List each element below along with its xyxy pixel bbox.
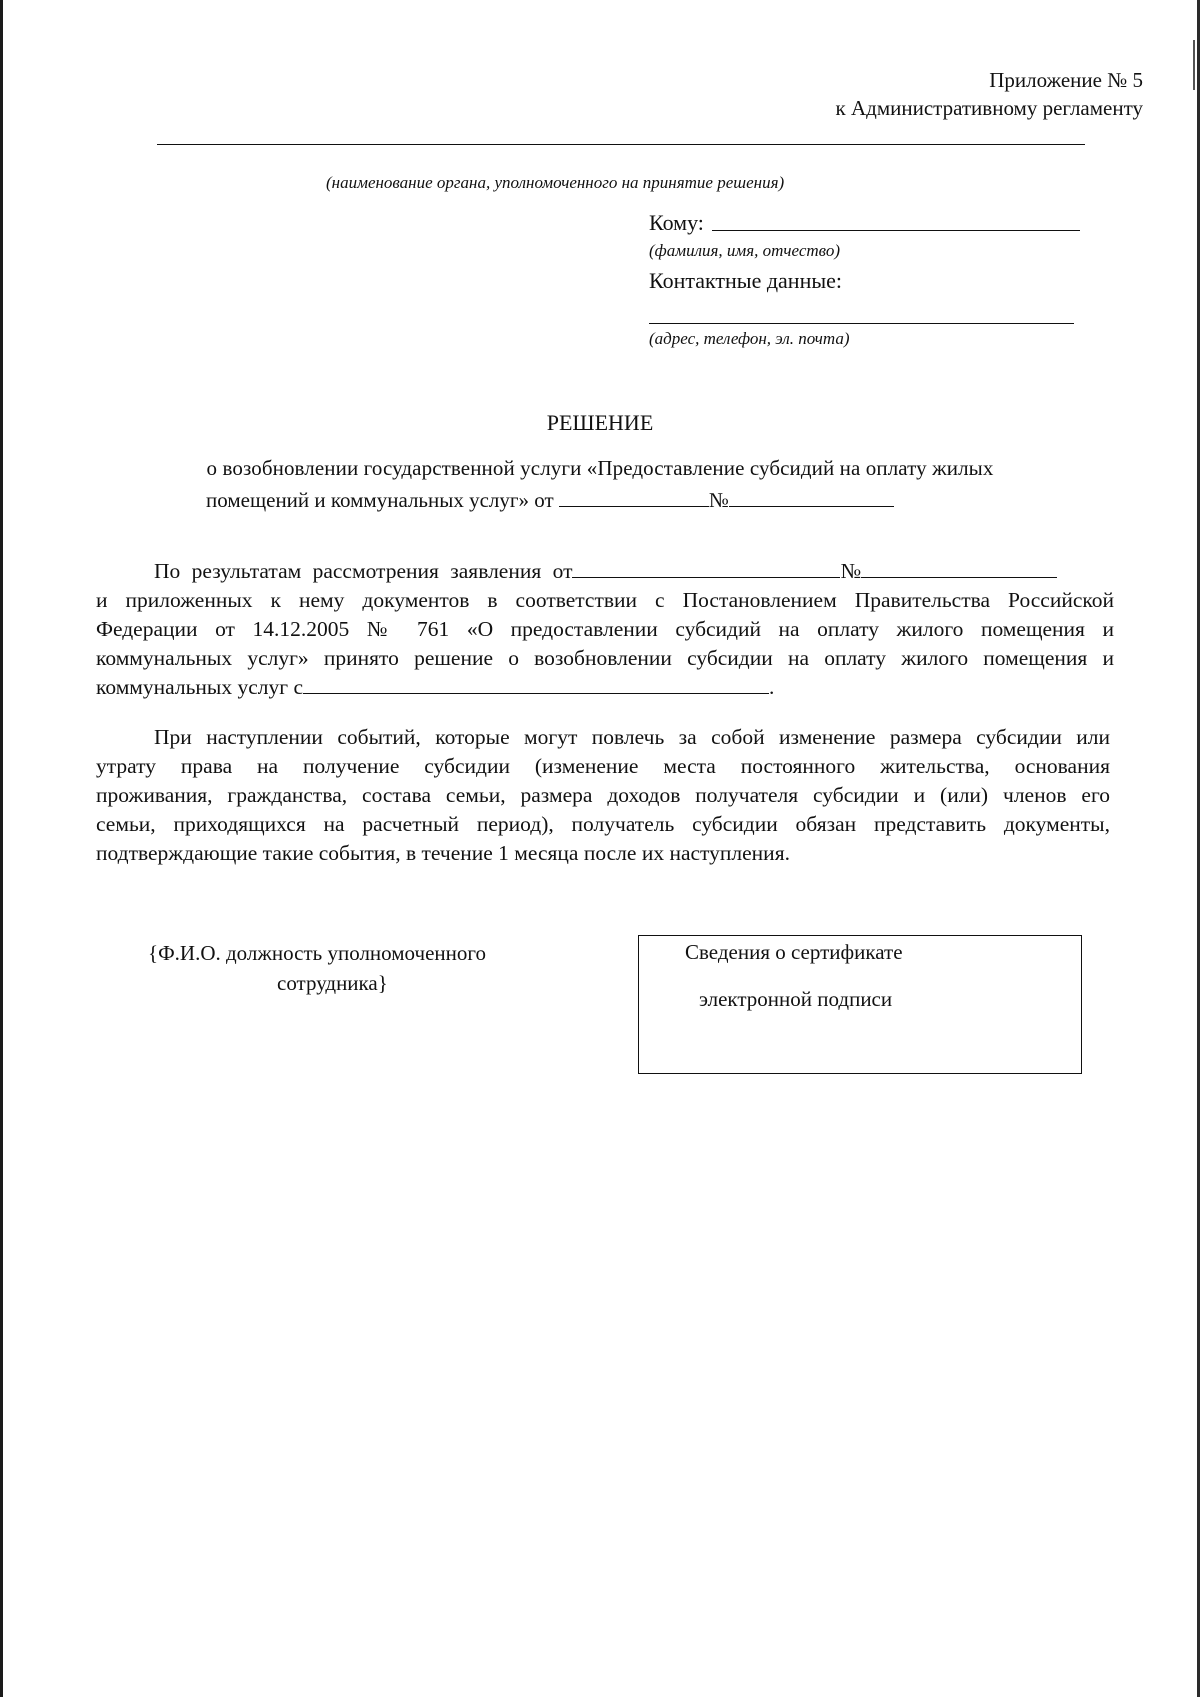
authority-name-line xyxy=(157,144,1085,145)
official-signature-line1: {Ф.И.О. должность уполномоченного xyxy=(148,941,486,965)
paragraph-application xyxy=(96,557,1114,702)
resume-date-field xyxy=(303,673,769,694)
authority-caption: (наименование органа, уполномоченного на принятие решения) xyxy=(326,173,785,192)
p2-line2: утрату права на получение субсидии (изменение места постоянного жительства, основания xyxy=(96,754,1110,778)
p1-line1 xyxy=(96,557,1114,586)
annex-number: Приложение № 5 xyxy=(989,68,1143,92)
document-title: РЕШЕНИЕ xyxy=(546,410,654,435)
name-caption: (фамилия, имя, отчество) xyxy=(649,241,840,260)
p2-line5: подтверждающие такие события, в течение 1 месяца после их наступления. xyxy=(96,841,790,865)
application-date-field xyxy=(572,557,840,578)
subtitle-text: помещений и коммунальных услуг» от xyxy=(206,488,554,512)
paragraph-obligations xyxy=(96,723,1110,868)
p1-line4: коммунальных услуг» принято решение о возобновлении субсидии на оплату жилого помещения и xyxy=(96,646,1114,670)
p1-line5-end: . xyxy=(769,675,775,699)
to-label: Кому: xyxy=(649,210,704,235)
p1-line2: и приложенных к нему документов в соответствии с Постановлением Правительства Российской xyxy=(96,588,1114,612)
p2-line1: При наступлении событий, которые могут повлечь за собой изменение размера субсидии или xyxy=(154,725,1110,749)
official-signature-line2: сотрудника} xyxy=(277,971,388,995)
p1-number-sign: № xyxy=(840,559,861,583)
contacts-line xyxy=(649,323,1074,324)
application-number-field xyxy=(861,557,1057,578)
p1-line3: Федерации от 14.12.2005 № 761 «О предоставлении субсидий на оплату жилого помещения и xyxy=(96,617,1114,641)
contacts-caption: (адрес, телефон, эл. почта) xyxy=(649,329,850,348)
cert-info-line1: Сведения о сертификате xyxy=(685,940,903,964)
recipient-name-line xyxy=(712,230,1080,231)
decision-subtitle-line1: о возобновлении государственной услуги «Предоставление субсидий на оплату жилых xyxy=(206,456,994,480)
subtitle-number-sign: № xyxy=(708,488,729,512)
contacts-label: Контактные данные: xyxy=(649,268,842,293)
annex-reference: к Административному регламенту xyxy=(835,96,1143,120)
p1-line1-text: По результатам рассмотрения заявления от xyxy=(154,559,573,583)
p1-line5-text: коммунальных услуг с xyxy=(96,675,304,699)
scan-mark xyxy=(1193,40,1195,90)
cert-info-line2: электронной подписи xyxy=(699,987,893,1011)
p1-line5 xyxy=(96,673,1114,702)
scan-edge-left xyxy=(0,0,3,1697)
decision-date-field xyxy=(559,486,709,507)
p2-line3: проживания, гражданства, состава семьи, размера доходов получателя субсидии и (или) членов его xyxy=(96,783,1110,807)
e-signature-box xyxy=(638,935,1082,1074)
decision-subtitle-line2 xyxy=(206,486,894,513)
decision-number-field xyxy=(729,486,894,507)
p2-line4: семьи, приходящихся на расчетный период), получатель субсидии обязан представить документы, xyxy=(96,812,1110,836)
